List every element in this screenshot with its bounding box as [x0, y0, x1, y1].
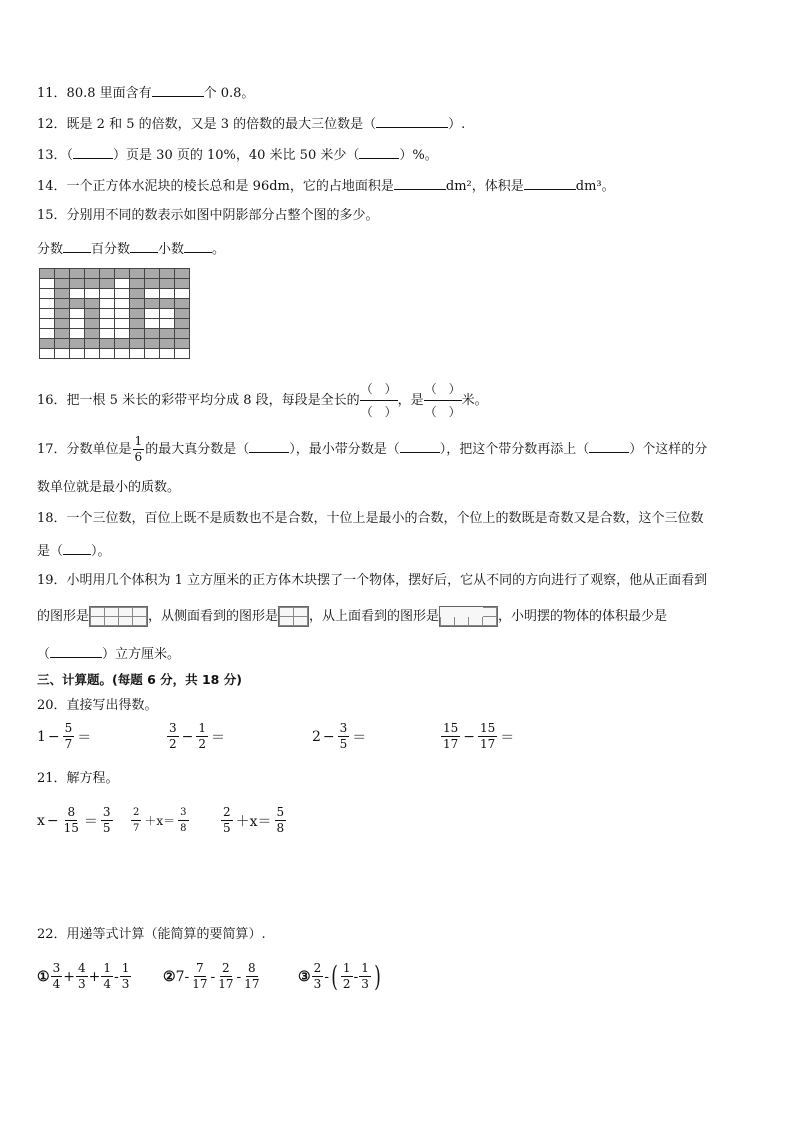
shaded-cell — [160, 339, 175, 349]
q15-text: 15．分别用不同的数表示如图中阴影部分占整个图的多少。 — [37, 208, 379, 223]
question-20: 20．直接写出得数。 — [37, 698, 158, 713]
shaded-cell — [130, 309, 145, 319]
numerator: 4 — [77, 961, 86, 975]
shaded-cell — [175, 279, 190, 289]
empty-cell — [160, 289, 175, 299]
answer-blank[interactable] — [376, 114, 448, 128]
side-view-figure — [278, 606, 309, 627]
equals: ＝ — [352, 729, 367, 746]
q19-line3 — [37, 644, 180, 664]
denominator: 2 — [198, 737, 207, 751]
numerator: 5 — [64, 721, 73, 735]
shaded-cell — [145, 299, 160, 309]
fraction — [63, 722, 75, 751]
q19-text-e: （ — [37, 647, 51, 662]
fraction — [167, 722, 179, 751]
shaded-cell — [55, 309, 70, 319]
fraction — [478, 722, 497, 751]
whole: 1 — [37, 728, 46, 745]
q22-calc-2 — [163, 962, 263, 991]
empty-cell — [100, 329, 115, 339]
empty-cell — [100, 309, 115, 319]
answer-blank[interactable] — [249, 439, 289, 453]
numerator: 3 — [52, 961, 61, 975]
answer-blank[interactable] — [50, 644, 102, 658]
decimal-label: 小数 — [158, 242, 185, 257]
fraction — [131, 806, 141, 835]
section-3-heading: 三、计算题。(每题 6 分，共 18 分) — [37, 672, 242, 687]
grid-row — [40, 299, 190, 309]
empty-cell — [40, 279, 55, 289]
shaded-cell — [55, 279, 70, 289]
empty-cell — [70, 329, 85, 339]
q13-text-c: ）%。 — [399, 148, 438, 163]
denominator: 17 — [218, 977, 234, 991]
answer-blank[interactable] — [589, 439, 629, 453]
empty-cell — [100, 289, 115, 299]
question-15 — [37, 207, 379, 225]
shaded-cell — [130, 329, 145, 339]
equals: ＝ — [500, 729, 515, 746]
question-16 — [37, 380, 488, 421]
empty-cell — [40, 299, 55, 309]
empty-cell — [145, 289, 160, 299]
question-17 — [37, 432, 707, 468]
grid-row — [40, 329, 190, 339]
shaded-cell — [85, 319, 100, 329]
answer-blank[interactable] — [184, 239, 212, 253]
empty-cell — [40, 309, 55, 319]
fraction — [359, 962, 371, 991]
operator: ＋x＝ — [144, 814, 176, 828]
percent-label: 百分数 — [91, 242, 131, 257]
q19-line2 — [37, 602, 667, 632]
fraction — [120, 962, 132, 991]
denominator: 17 — [244, 977, 260, 991]
grid-row — [40, 319, 190, 329]
q13-text-b: ）页是 30 页的 10%，40 米比 50 米少（ — [113, 148, 360, 163]
empty-cell — [115, 319, 130, 329]
denominator: 7 — [64, 737, 73, 751]
q17-line2: 数单位就是最小的质数。 — [37, 480, 181, 495]
operator: - — [113, 968, 119, 985]
empty-cell — [145, 319, 160, 329]
numerator: 7 — [196, 961, 204, 975]
shaded-cell — [175, 299, 190, 309]
denominator: 7 — [133, 823, 140, 834]
numerator: 3 — [178, 806, 188, 821]
empty-cell — [160, 309, 175, 319]
q15-answers — [37, 239, 225, 259]
q11-tail: 个 0.8。 — [203, 86, 255, 101]
q17-text-b: 的最大真分数是（ — [145, 442, 250, 457]
shaded-cell — [85, 279, 100, 289]
denominator: 5 — [223, 821, 231, 835]
answer-blank[interactable] — [63, 239, 91, 253]
empty-cell — [40, 349, 55, 359]
empty-cell — [100, 349, 115, 359]
shaded-grid-figure — [39, 268, 190, 359]
numerator: 3 — [169, 721, 177, 735]
shaded-cell — [130, 279, 145, 289]
empty-cell — [175, 289, 190, 299]
q16-text-b: ，是 — [397, 393, 424, 408]
q18-line2 — [37, 541, 111, 561]
denominator: 4 — [52, 977, 61, 991]
shaded-cell — [55, 319, 70, 329]
answer-blank[interactable] — [152, 83, 204, 97]
answer-blank[interactable] — [359, 145, 399, 159]
shaded-cell — [85, 309, 100, 319]
q16-text-c: 米。 — [461, 393, 488, 408]
question-22: 22．用递等式计算（能简算的要简算）. — [37, 927, 266, 942]
shaded-cell — [85, 329, 100, 339]
shaded-cell — [115, 339, 130, 349]
q12-tail: ）. — [448, 117, 466, 132]
empty-cell — [100, 299, 115, 309]
shaded-cell — [145, 269, 160, 279]
answer-blank[interactable] — [400, 439, 440, 453]
item-marker: ① — [37, 968, 50, 985]
equals: ＝ — [83, 813, 98, 830]
fraction — [341, 962, 353, 991]
q20-expr-3 — [312, 722, 368, 751]
operator: − — [322, 728, 335, 745]
q22-calc-1 — [37, 962, 132, 991]
grid-row — [40, 289, 190, 299]
fraction — [101, 806, 113, 835]
q18-text-b: ）。 — [91, 544, 111, 559]
denominator: 17 — [192, 977, 208, 991]
shaded-cell — [160, 269, 175, 279]
shaded-cell — [85, 269, 100, 279]
empty-cell — [55, 349, 70, 359]
numerator: 2 — [222, 961, 230, 975]
shaded-cell — [70, 339, 85, 349]
fraction — [51, 962, 63, 991]
operator: - — [210, 968, 216, 985]
fraction — [178, 806, 188, 835]
shaded-cell — [40, 339, 55, 349]
grid-row — [40, 269, 190, 279]
shaded-cell — [160, 279, 175, 289]
denominator: 5 — [339, 737, 348, 751]
shaded-cell — [160, 329, 175, 339]
empty-cell — [115, 289, 130, 299]
numerator-blank: （ ） — [424, 380, 462, 401]
fraction — [441, 722, 460, 751]
numerator: 8 — [248, 961, 256, 975]
operator: - — [324, 968, 329, 985]
operator: + — [63, 968, 75, 985]
operator: + — [88, 968, 101, 985]
question-19: 19．小明用几个体积为 1 立方厘米的正方体木块摆了一个物体，摆好后，它从不同的方向进行了观察，他从正面看到 — [37, 573, 708, 588]
operator: ＋x＝ — [235, 813, 272, 830]
q14-text-b: dm²，体积是 — [445, 179, 524, 194]
front-view-figure — [89, 606, 148, 627]
empty-cell — [70, 309, 85, 319]
fraction — [76, 962, 88, 991]
empty-cell — [160, 349, 175, 359]
q13-text-a: 13．（ — [37, 148, 74, 163]
empty-cell — [85, 349, 100, 359]
empty-cell — [115, 349, 130, 359]
grid-row — [40, 339, 190, 349]
grid-row — [40, 309, 190, 319]
denominator-blank: （ ） — [360, 405, 397, 419]
q21-eq-3 — [220, 806, 287, 835]
shaded-cell — [175, 269, 190, 279]
q20-expr-1 — [37, 722, 93, 751]
empty-cell — [115, 299, 130, 309]
question-11 — [37, 83, 254, 103]
numerator: 5 — [276, 805, 285, 819]
shaded-cell — [175, 319, 190, 329]
top-view-figure — [439, 606, 498, 627]
empty-cell — [145, 309, 160, 319]
empty-cell — [40, 329, 55, 339]
operator: − — [46, 812, 59, 829]
shaded-cell — [100, 279, 115, 289]
denominator: 3 — [313, 977, 322, 991]
empty-cell — [145, 349, 160, 359]
empty-cell — [70, 319, 85, 329]
shaded-cell — [160, 299, 175, 309]
numerator: 3 — [339, 721, 348, 735]
numerator: 1 — [103, 961, 111, 975]
unit-fraction — [133, 435, 145, 464]
item-marker: ③ — [298, 968, 311, 985]
blank-fraction[interactable] — [360, 380, 398, 421]
shaded-cell — [100, 269, 115, 279]
q14-text-a: 14．一个正方体水泥块的棱长总和是 96dm，它的占地面积是 — [37, 179, 394, 194]
empty-cell — [40, 319, 55, 329]
numerator-blank: （ ） — [360, 380, 398, 401]
q16-text-a: 16．把一根 5 米长的彩带平均分成 8 段，每段是全长的 — [37, 393, 360, 408]
q17-text-c: ），最小带分数是（ — [289, 442, 400, 457]
q17-text-e: ）个这样的分 — [629, 442, 708, 457]
numerator: 1 — [198, 721, 207, 735]
shaded-cell — [130, 269, 145, 279]
shaded-cell — [40, 269, 55, 279]
q11-text: 11．80.8 里面含有 — [37, 86, 152, 101]
denominator: 2 — [342, 977, 351, 991]
question-12 — [37, 114, 465, 134]
whole: 2 — [312, 728, 321, 745]
shaded-cell — [175, 309, 190, 319]
q17-text-a: 17．分数单位是 — [37, 442, 132, 457]
denominator: 3 — [361, 977, 369, 991]
shaded-cell — [85, 339, 100, 349]
q21-eq-1 — [37, 806, 114, 835]
fraction-label: 分数 — [37, 242, 64, 257]
denominator: 3 — [121, 977, 130, 991]
shaded-cell — [85, 299, 100, 309]
fraction — [196, 722, 208, 751]
shaded-cell — [145, 339, 160, 349]
variable: x — [37, 812, 45, 829]
denominator: 17 — [480, 737, 496, 751]
numerator: 1 — [361, 961, 369, 975]
q15-end: 。 — [212, 242, 226, 257]
q19-text-a: 的图形是 — [37, 609, 90, 624]
empty-cell — [175, 349, 190, 359]
answer-blank[interactable] — [130, 239, 158, 253]
numerator: 2 — [223, 805, 231, 819]
answer-blank[interactable] — [394, 176, 446, 190]
empty-cell — [70, 289, 85, 299]
denominator: 6 — [134, 450, 143, 464]
q18-text-a: 是（ — [37, 544, 64, 559]
fraction — [338, 722, 350, 751]
whole: 7- — [175, 968, 190, 985]
empty-cell — [100, 319, 115, 329]
fraction — [101, 962, 113, 991]
shaded-cell — [130, 319, 145, 329]
q22-calc-3 — [298, 959, 383, 993]
numerator: 15 — [480, 721, 496, 735]
shaded-cell — [55, 299, 70, 309]
fraction — [62, 806, 81, 835]
answer-blank[interactable] — [63, 541, 91, 555]
q20-expr-4 — [440, 722, 516, 751]
empty-cell — [115, 309, 130, 319]
shaded-cell — [55, 329, 70, 339]
denominator: 2 — [169, 737, 177, 751]
denominator: 15 — [63, 821, 79, 835]
blank-fraction[interactable] — [424, 380, 462, 421]
numerator: 1 — [121, 961, 130, 975]
q19-text-c: ，从上面看到的图形是 — [309, 609, 440, 624]
q19-text-d: ，小明摆的物体的体积最少是 — [498, 609, 668, 624]
numerator: 1 — [342, 961, 351, 975]
operator: − — [463, 728, 476, 745]
shaded-cell — [175, 339, 190, 349]
q19-text-b: ，从侧面看到的图形是 — [148, 609, 279, 624]
numerator: 2 — [313, 961, 322, 975]
shaded-cell — [130, 339, 145, 349]
denominator: 5 — [102, 821, 111, 835]
q21-eq-2 — [130, 806, 190, 835]
shaded-cell — [130, 299, 145, 309]
q14-text-c: dm³。 — [575, 179, 615, 194]
shaded-cell — [70, 299, 85, 309]
shaded-cell — [100, 339, 115, 349]
grid-row — [40, 349, 190, 359]
equals: ＝ — [211, 729, 226, 746]
q20-expr-2 — [166, 722, 227, 751]
numerator: 3 — [102, 805, 111, 819]
q12-text: 12．既是 2 和 5 的倍数，又是 3 的倍数的最大三位数是（ — [37, 117, 377, 132]
answer-blank[interactable] — [73, 145, 113, 159]
shaded-cell — [70, 279, 85, 289]
fraction — [242, 962, 261, 991]
grid-row — [40, 279, 190, 289]
empty-cell — [115, 279, 130, 289]
denominator: 4 — [103, 977, 111, 991]
numerator: 8 — [67, 805, 76, 819]
empty-cell — [160, 319, 175, 329]
denominator: 8 — [276, 821, 285, 835]
shaded-cell — [55, 269, 70, 279]
operator: − — [181, 728, 194, 745]
denominator: 17 — [443, 737, 459, 751]
fraction — [216, 962, 235, 991]
empty-cell — [85, 289, 100, 299]
numerator: 15 — [443, 721, 459, 735]
equals: ＝ — [77, 729, 92, 746]
denominator: 8 — [180, 823, 187, 834]
shaded-cell — [55, 339, 70, 349]
shaded-cell — [145, 279, 160, 289]
operator: − — [47, 728, 60, 745]
numerator: 2 — [131, 806, 141, 821]
question-21: 21．解方程。 — [37, 771, 119, 786]
empty-cell — [130, 349, 145, 359]
shaded-cell — [130, 289, 145, 299]
question-18: 18．一个三位数，百位上既不是质数也不是合数，十位上是最小的合数，个位上的数既是奇数又是合数，这个三位数 — [37, 511, 704, 526]
fraction — [190, 962, 209, 991]
fraction — [312, 962, 324, 991]
shaded-cell — [70, 269, 85, 279]
shaded-cell — [55, 289, 70, 299]
denominator: 3 — [77, 977, 86, 991]
item-marker: ② — [163, 968, 176, 985]
operator: - — [236, 968, 242, 985]
question-14 — [37, 176, 615, 196]
fraction — [221, 806, 233, 835]
shaded-cell — [145, 329, 160, 339]
fraction — [275, 806, 287, 835]
numerator: 1 — [134, 434, 143, 448]
empty-cell — [40, 289, 55, 299]
denominator-blank: （ ） — [424, 405, 461, 419]
empty-cell — [115, 329, 130, 339]
right-paren: ) — [374, 959, 381, 993]
left-paren: ( — [331, 959, 338, 993]
question-13 — [37, 145, 438, 165]
shaded-cell — [175, 329, 190, 339]
shaded-cell — [115, 269, 130, 279]
operator: - — [353, 968, 359, 985]
empty-cell — [70, 349, 85, 359]
q17-text-d: ），把这个带分数再添上（ — [439, 442, 590, 457]
q19-text-f: ）立方厘米。 — [102, 647, 181, 662]
answer-blank[interactable] — [524, 176, 576, 190]
